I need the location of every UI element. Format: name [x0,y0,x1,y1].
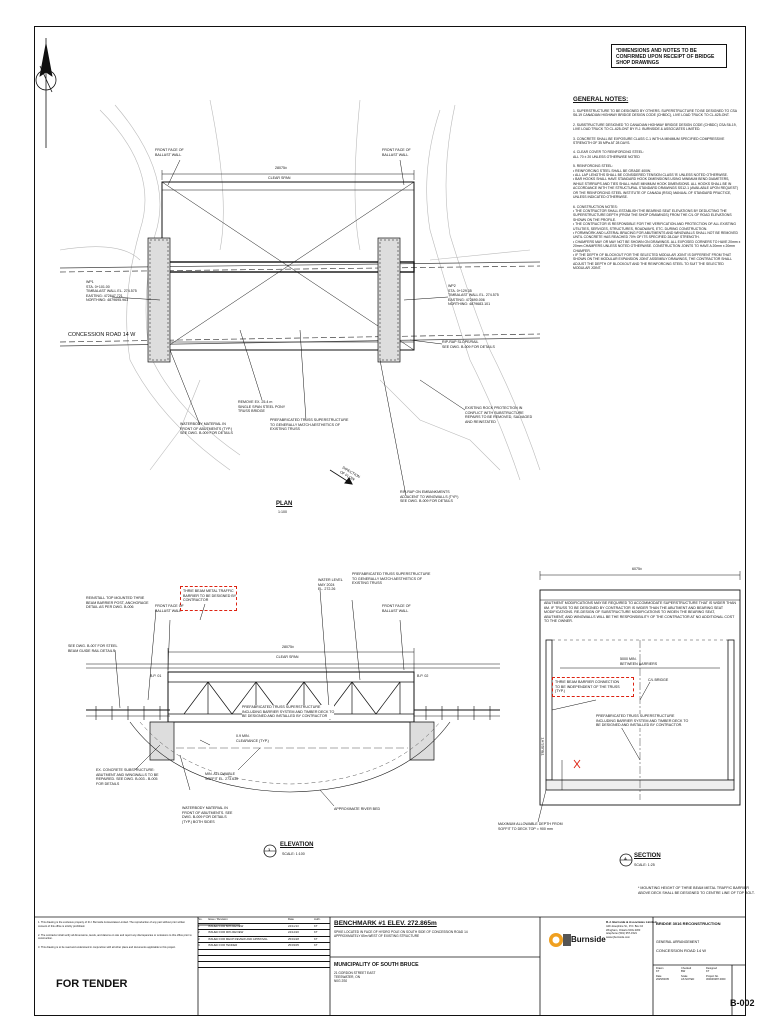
note-3: 3. CONCRETE SHALL BE EXPOSURE CLASS C-1 WITH A MINIMUM SPECIFIED COMPRESSIVE STRENGTH OF 35 MPa AT 28 DAYS. [573,136,725,146]
burnside-logo-icon [548,930,572,950]
rev-auth: KT [314,936,318,941]
rev-header-auth: Auth. [314,917,321,921]
company-full: R.J. Burnside & Associates Limited [606,920,657,924]
rev-header-issue: Issue / Revision [208,917,228,921]
meta-value: BW [681,970,686,974]
client-address: 21 GORDON STREET EAST TEESWATER, ON N0G 2S0 [334,971,376,984]
plan-scale: 1:100 [278,510,287,514]
meta-label: Project No. [706,974,719,978]
table-row [198,962,330,968]
plan-front-face-left: FRONT FACE OF BALLAST WALL [155,148,184,157]
meta-value: 300046387.0000 [706,978,726,982]
elevation-marker: 1 [268,847,271,852]
rev-no: 4 [198,943,200,947]
rev-header-date: Date [288,917,294,921]
meta-label: Checked [681,967,692,970]
section-abutment-note: ABUTMENT MODIFICATIONS MAY BE REQUIRED TO ACCOMMODATE SUPERSTRUCTURE THAT IS WIDER THAN 6M. IF TRUSS TO BE DESIGNED BY CONTRACTOR IS WIDER THAN THE ABUTMENT AND BEARING SEAT MODIFICATIONS. RE-DESIGN OF SUBSTRUCTURE MODIFICATIONS TO WIDEN THE BEARING SEAT, ABUTMENT, AND WINGWALLS WILL BE THE RESPONSIBILITY OF THE CONTRACTOR AT NO ADDITIONAL COST TO THE OWNER. [544,601,736,624]
rev-auth: KT [314,943,318,947]
meta-label: Scale [681,974,688,978]
benchmark-desc: SPIKE LOCATED IN FACE OF HYDRO POLE ON SOUTH SIDE OF CONCESSION ROAD 14 APPROXIMATELY 65m WEST OF EXISTING STRUCTURE [334,930,468,939]
plan-riprap-embank: RIP-RAP ON EMBANKMENTS ADJACENT TO WINGWALLS (TYP.) SEE DWG. B-009 FOR DETAILS [400,490,459,504]
section-scale: SCALE: 1:25 [634,863,655,867]
elevation-clearance: 0.9 MIN. CLEARANCE (TYP.) [236,734,269,743]
sheet-title-2: CONCESSION ROAD 14 W [656,948,707,953]
rev-no: 3 [198,936,200,941]
elevation-min-soffit: MIN. ALLOWABLE SOFFIT EL. 273.630 [205,772,239,781]
rev-issue: ISSUED FOR TENDER [208,943,238,947]
section-overall: 6075± [632,567,642,571]
plan-road-label: CONCESSION ROAD 14 W [68,332,136,338]
rev-issue: ISSUED FOR 90% REVIEW [208,930,244,934]
rev-auth: KT [314,930,318,934]
elevation-prefab-mid: PREFABRICATED TRUSS SUPERSTRUCTURE INCLUDING BARRIER SYSTEM AND TIMBER DECK TO BE DESIGNED AND INSTALLED BY CONTRACTOR [242,705,335,719]
meta-value: KT [656,970,660,974]
section-clear-width: 5000 MIN. BETWEEN BARRIERS [620,657,658,666]
elevation-water: WATER LEVEL MAY 2024 EL. 272.26 [318,578,343,592]
elevation-bp1: B.P. 01 [150,674,162,678]
rev-issue: ISSUED FOR 60% REVIEW [208,923,244,928]
tb-note-1: 1. This drawing is the exclusive property of R.J. Burnside & Associates Limited. The reproduction of any part without prior written consent of this office is strictly prohibited. [38,921,186,928]
section-height: TRUSS HT. [540,737,545,756]
elevation-bp2: B.P. 02 [417,674,429,678]
rev-no: 2 [198,930,200,934]
section-marker: A [624,856,627,861]
sheet-title-1: GENERAL ARRANGEMENT [656,940,700,944]
meta-label: Date [656,974,662,978]
section-cl-bridge: C/L BRIDGE [648,678,669,682]
confirm-note: *DIMENSIONS AND NOTES TO BE CONFIRMED UPON RECEIPT OF BRIDGE SHOP DRAWINGS [611,44,727,68]
rev-header-no: No. [198,917,203,921]
plan-waterbody: WATERBODY MATERIAL IN FRONT OF ABUTMENTS (TYP.) SEE DWG. B-009 FOR DETAILS [180,422,233,436]
note-5: 5. REINFORCING STEEL: • REINFORCING STEEL SHALL BE GRADE 400W. • ALL LAP LENGTHS SHALL BE CONSIDERED TENSION CLASS 'B' UNLESS NOTED OTHERWISE. • BAR HOOKS SHALL HAVE STANDARD HOOK DIMENSIONS USING MINIMUM BEND DIAMETERS, WHILE STIRRUPS AND TIES SHALL HAVE MINIMUM HOOK DIMENSIONS. ALL HOOKS SHALL BE IN ACCORDANCE WITH THE STRUCTURAL STANDARD DRAWINGS SS12-1 (AVAILABLE UPON REQUEST) OR THE REINFORCING STEEL INSTITUTE OF CANADA (RSIC) MANUAL OF STANDARD PRACTICE, UNLESS INDICATED OTHERWISE. [573,164,739,200]
elevation-waterbody: WATERBODY MATERIAL IN FRONT OF ABUTMENTS. SEE DWG. B-009 FOR DETAILS (TYP.) BOTH SIDES [182,806,233,824]
for-tender-stamp: FOR TENDER [56,978,128,990]
plan-wp1: WP1 STA. 0+101.00 TIMBALAST WALL EL. 274.575 EASTING: 472647.721 NORTHING: 4879695.963 [86,280,137,303]
plan-front-face-right: FRONT FACE OF BALLAST WALL [382,148,411,157]
section-prefab: PREFABRICATED TRUSS SUPERSTRUCTURE INCLUDING BARRIER SYSTEM AND TIMBER DECK TO BE DESIGNED AND INSTALLED BY CONTRACTOR. [596,714,689,728]
general-notes [573,96,741,276]
rev-no: 1 [198,923,200,928]
elevation-prefab-top: PREFABRICATED TRUSS SUPERSTRUCTURE TO GENERALLY MATCH AESTHETICS OF EXISTING TRUSS [352,572,431,586]
section-footnote: * MOUNTING HEIGHT OF THRIE BEAM METAL TRAFFIC BARRIER ABOVE DECK SHALL BE DESIGNED TO CENTRE LINE OF TOP BOLT. [638,886,755,895]
company-name: Burnside [571,935,606,944]
meta-value: AS NOTED [681,978,695,982]
section-max-depth: MAXIMUM ALLOWABLE DEPTH FROM SOFFIT TO DECK TOP = 900 mm [498,822,563,831]
general-notes-heading: GENERAL NOTES: [573,96,629,103]
plan-remove-bridge: REMOVE EX. 25.4 m SINGLE SPAN STEEL PONY TRUSS BRIDGE [238,400,286,414]
elevation-title: ELEVATION [280,842,314,848]
benchmark-title: BENCHMARK #1 ELEV. 272.865m [334,920,437,927]
note-6: 6. CONSTRUCTION NOTES: • THE CONTRACTOR SHALL ESTABLISH THE BEARING SEAT ELEVATIONS BY DEDUCTING THE SUPERSTRUCTURE DEPTH (FROM THE SHOP DRAWINGS) FROM THE C/L OF ROAD ELEVATIONS SHOWN ON THE PROFILE. • THE CONTRACTOR IS RESPONSIBLE FOR THE VERIFICATION AND PROTECTION OF ALL EXISTING UTILITIES, SERVICES, STRUCTURES, ROADWAYS, ETC. DURING CONSTRUCTION. • FORMWORK AND LATERAL BRACING FOR ABUTMENTS AND WINGWALLS SHALL NOT BE REMOVED UNTIL CONCRETE HAS REACHED 70% OF ITS SPECIFIED 28-DAY STRENGTH. • CHAMFERS MAY OR MAY NOT BE SHOWN ON DRAWINGS. ALL EXPOSED CORNERS TO HAVE 20mm x 20mm CHAMFERS UNLESS NOTED OTHERWISE. CONSTRUCTION JOINTS TO HAVE A 20mm x 20mm CHAMFER. • IF THE DEPTH OF BLOCKOUT FOR THE SELECTED MODULAR JOINT IS DIFFERENT FROM THAT SHOWN ON THE MODULAR EXPANSION JOINT ASSEMBLY DRAWINGS, THE CONTRACTOR SHALL ADJUST THE DEPTH OF BLOCKOUT AND THE REINFORCING STEEL TO SUIT THE SELECTED MODULAR JOINT. [573,204,741,271]
company-address: 449 Josephine St., P.O. Box 10 Wingham, Ontario N0G 2W0 telephone (519) 357-1521 www.rjburnside.com [606,925,644,939]
meta-value: 2025/03/05 [656,978,669,982]
plan-clear-span: CLEAR SPAN [268,176,291,180]
note-4: 4. CLEAR COVER TO REINFORCING STEEL: ALL 70 ± 20 UNLESS OTHERWISE NOTED [573,150,644,159]
elevation-post: REINSTALL TOP MOUNTED THRIE BEAM BARRIER POST, ANCHORAGE DETAIL AS PER DWG. B-006 [86,596,149,610]
elevation-front-face-right: FRONT FACE OF BALLAST WALL [382,604,411,613]
elevation-scale: SCALE: 1:100 [282,852,305,856]
rev-date: 25/01/28 [288,936,299,941]
elevation-view [86,590,500,857]
client-name: MUNICIPALITY OF SOUTH BRUCE [334,962,419,968]
north-arrow-icon [36,38,56,148]
plan-span: 28075± [275,166,287,170]
rev-date: 24/12/20 [288,930,299,934]
elevation-ex-concrete: EX. CONCRETE SUBSTRUCTURE: ABUTMENT AND WINGWALLS TO BE REPAIRED. SEE DWG. B-003 - B-005 FOR DETAILS [96,768,159,786]
meta-grid [656,967,730,982]
section-barrier-conn: THRIE BEAM BARRIER CONNECTION TO BE INDEPENDENT OF THE TRUSS (TYP.) [555,680,620,694]
drawing-number: B-002 [730,998,755,1008]
meta-label: Drawn [656,967,664,970]
elevation-span: 28075± [282,645,294,649]
meta-label: Designed [706,967,717,970]
tb-note-3: 3. This drawing is to be read and understood in conjunction with all other plans and documents applicable to this project. [38,945,176,949]
rev-date: 25/03/05 [288,943,299,947]
elevation-barrier: THRIE BEAM METAL TRAFFIC BARRIER TO BE DESIGNED BY CONTRACTOR [183,589,237,603]
rev-date: 24/11/13 [288,923,299,928]
note-1: 1. SUPERSTRUCTURE TO BE DESIGNED BY OTHERS. SUPERSTRUCTURE TO BE DESIGNED TO CSA S6-19 CANADIAN HIGHWAY BRIDGE DESIGN CODE (CHBDC), LIVE LOAD TRUCK TO CL-625-ONT. [573,109,737,118]
plan-title: PLAN [276,501,293,507]
tb-note-2: 2. The contractor shall verify all dimensions, levels, and datums on site and report any discrepancies or omissions to this office prior to construction. [38,933,192,941]
section-title: SECTION [634,853,661,859]
plan-flow-label: DIRECTION OF FLOW [339,465,361,482]
rev-auth: KT [314,923,318,928]
project-name: BRIDGE 3016 RECONSTRUCTION [656,921,721,926]
elevation-riverbed: APPROXIMATE RIVER BED [334,807,381,811]
elevation-see-dwg: SEE DWG. B-007 FOR STEEL BEAM GUIDE RAIL DETAILS [68,644,118,653]
revision-table [198,917,330,968]
meta-value: KT [706,970,710,974]
plan-rock: EXISTING ROCK PROTECTION IN CONFLICT WITH SUBSTRUCTURE REPAIRS TO BE REMOVED, SALVAGED AND REINSTATED [465,406,533,424]
plan-riprap-right: RIP-RAP SLOPE/RAIL SEE DWG. B-009 FOR DETAILS [442,340,495,349]
plan-prefab: PREFABRICATED TRUSS SUPERSTRUCTURE TO GENERALLY MATCH AESTHETICS OF EXISTING TRUSS [270,418,349,432]
note-2: 2. SUBSTRUCTURE DESIGNED TO CANADIAN HIGHWAY BRIDGE DESIGN CODE (CHBDC) CSA S6-19, LIVE LOAD TRUCK TO CL-625-ONT BY R.J. BURNSIDE & ASSOCIATES LIMITED. [573,122,737,132]
plan-wp2: WP2 STA. 0+129.35 TIMBALAST WALL EL. 274.575 EASTING: 472690.006 NORTHING: 4879683.101 [448,284,499,307]
elevation-clear-span: CLEAR SPAN [276,655,299,659]
elevation-front-face-left: FRONT FACE OF BALLAST WALL [155,604,184,613]
rev-issue: ISSUED FOR MECP REVIEW AND APPROVAL [208,936,268,941]
